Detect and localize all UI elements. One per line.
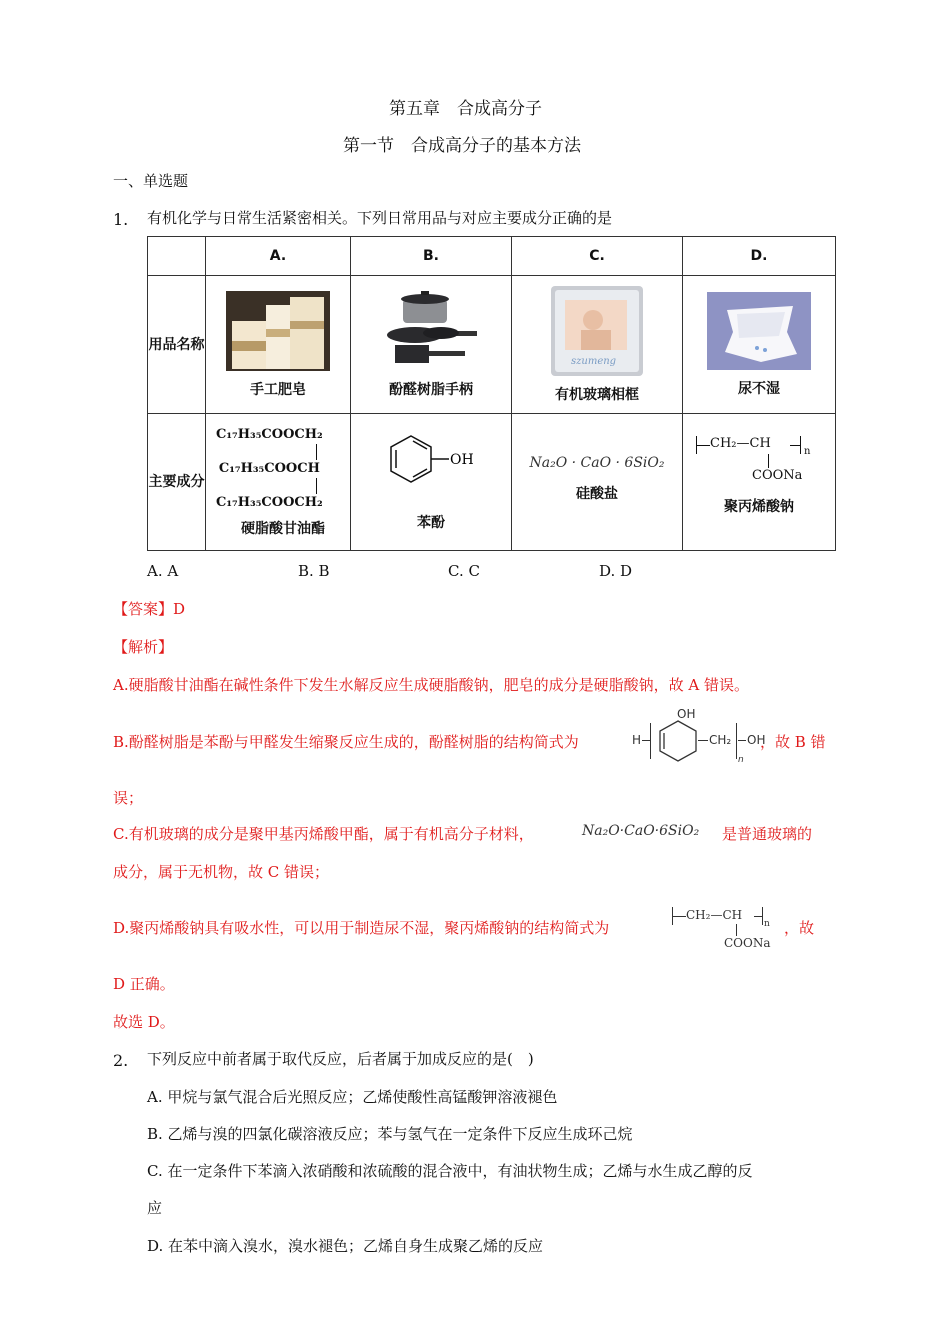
chapter-title: 第五章 合成高分子 [389,99,542,119]
q1-number: 1. [113,210,129,229]
q2-option-a: A. 甲烷与氯气混合后光照反应；乙烯使酸性高锰酸钾溶液褪色 [147,1088,558,1106]
col-header-a: A. [206,237,351,276]
cell-a-component [206,414,351,551]
q1-table [147,236,836,551]
item-b-name: 酚醛树脂手柄 [389,381,473,398]
glyceride-line-1: C₁₇H₃₅COOCH₂ [216,427,323,442]
component-c-name: 硅酸盐 [576,486,618,502]
resin-h: H [632,733,642,747]
section-title: 第一节 合成高分子的基本方法 [343,136,581,156]
q2-option-c: C. 在一定条件下苯滴入浓硝酸和浓硫酸的混合液中，有油状物生成；乙烯与水生成乙醇的反 [147,1162,753,1180]
q1-stem: 有机化学与日常生活紧密相关。下列日常用品与对应主要成分正确的是 [147,209,613,227]
analysis-c-part1: C.有机玻璃的成分是聚甲基丙烯酸甲酯，属于有机高分子材料， [113,825,534,843]
polyacrylate-structure [696,434,822,490]
analysis-d-side: COONa [724,936,771,950]
component-a-name: 硬脂酸甘油酯 [241,521,325,537]
q1-answer: 【答案】D [113,600,186,618]
resin-oh-top: OH [677,707,696,721]
section-heading: 一、单选题 [113,172,189,190]
item-c-name: 有机玻璃相框 [555,386,639,403]
bond-line [736,924,737,936]
bond-line [738,740,746,741]
component-b-name: 苯酚 [417,515,445,531]
cell-c-component [512,414,683,551]
item-a-name: 手工肥皂 [250,381,306,398]
col-header-c: C. [512,237,683,276]
q1-option-a: A. A [147,562,179,580]
resin-n: n [738,755,744,765]
polymer-side-group: COONa [752,468,803,483]
q1-option-d: D. D [599,562,633,580]
cell-d-component [683,414,836,551]
q2-option-c-continued: 应 [147,1199,163,1217]
bracket-right [762,907,763,925]
bond-line [696,445,710,446]
cell-b-component [351,414,512,551]
row-label-components: 主要成分 [148,414,206,551]
bond-line [754,916,762,917]
bond-line [768,454,769,468]
q1-option-b: B. B [298,562,330,580]
analysis-d-structure [668,905,772,955]
analysis-d-part2: ，故 [784,919,815,937]
q2-option-b: B. 乙烯与溴的四氯化碳溶液反应；苯与氢气在一定条件下反应生成环己烷 [147,1125,633,1143]
bond-line [790,445,800,446]
analysis-c-part3: 成分，属于无机物，故 C 错误； [113,863,330,881]
analysis-d-n: n [764,919,770,929]
analysis-b-part1: B.酚醛树脂是苯酚与甲醛发生缩聚反应生成的，酚醛树脂的结构简式为 [113,733,579,751]
resin-ring [656,719,700,763]
col-header-d: D. [683,237,836,276]
col-header-b: B. [351,237,512,276]
polymer-backbone: CH₂—CH [710,436,771,451]
component-d-name: 聚丙烯酸钠 [724,499,794,515]
analysis-conclusion: 故选 D。 [113,1013,175,1031]
q2-option-d: D. 在苯中滴入溴水，溴水褪色；乙烯自身生成聚乙烯的反应 [147,1237,544,1255]
glyceride-structure [216,426,323,512]
silicate-formula: Na₂O · CaO · 6SiO₂ [529,455,665,471]
soap-image [226,291,330,371]
bracket-left [650,723,651,759]
phenol-structure [381,432,481,494]
glyceride-line-3: C₁₇H₃₅COOCH₂ [216,495,323,510]
q2-number: 2. [113,1051,129,1070]
glyceride-line-2: C₁₇H₃₅COOCH [218,461,320,476]
bond-line [698,740,708,741]
bond-line [672,916,686,917]
cell-d-item [683,276,836,414]
item-d-name: 尿不湿 [738,380,780,397]
q1-option-c: C. C [448,562,480,580]
analysis-b-part3: 误； [113,789,144,807]
cell-c-item [512,276,683,414]
analysis-c-part2: 是普通玻璃的 [722,825,813,843]
q2-stem: 下列反应中前者属于取代反应，后者属于加成反应的是( ) [147,1050,534,1068]
bracket-right [736,723,737,759]
cookware-image [381,291,481,371]
bracket-right [800,436,801,454]
resin-oh-end: OH [747,733,766,747]
photo-frame-image [551,286,643,376]
cell-a-item [206,276,351,414]
analysis-a: A.硬脂酸甘油酯在碱性条件下发生水解反应生成硬脂酸钠，肥皂的成分是硬脂酸钠，故 A 错误。 [113,676,749,694]
phenol-oh: OH [450,452,474,468]
analysis-b-part2: ，故 B 错 [760,733,826,751]
bond-line [216,444,323,460]
analysis-c-formula: Na₂O·CaO·6SiO₂ [582,823,700,839]
row-label-items: 用品名称 [148,276,206,414]
diaper-image [707,292,811,370]
table-corner [148,237,206,276]
cell-b-item [351,276,512,414]
bond-line [642,740,650,741]
analysis-d-part3: D 正确。 [113,975,175,993]
analysis-d-backbone: CH₂—CH [686,908,743,922]
resin-ch2: CH₂ [709,733,732,747]
q1-analysis-label: 【解析】 [113,638,174,656]
analysis-d-part1: D.聚丙烯酸钠具有吸水性，可以用于制造尿不湿，聚丙烯酸钠的结构简式为 [113,919,610,937]
bond-line [216,478,323,494]
polymer-n: n [804,446,811,457]
frame-watermark: szumeng [571,355,617,367]
